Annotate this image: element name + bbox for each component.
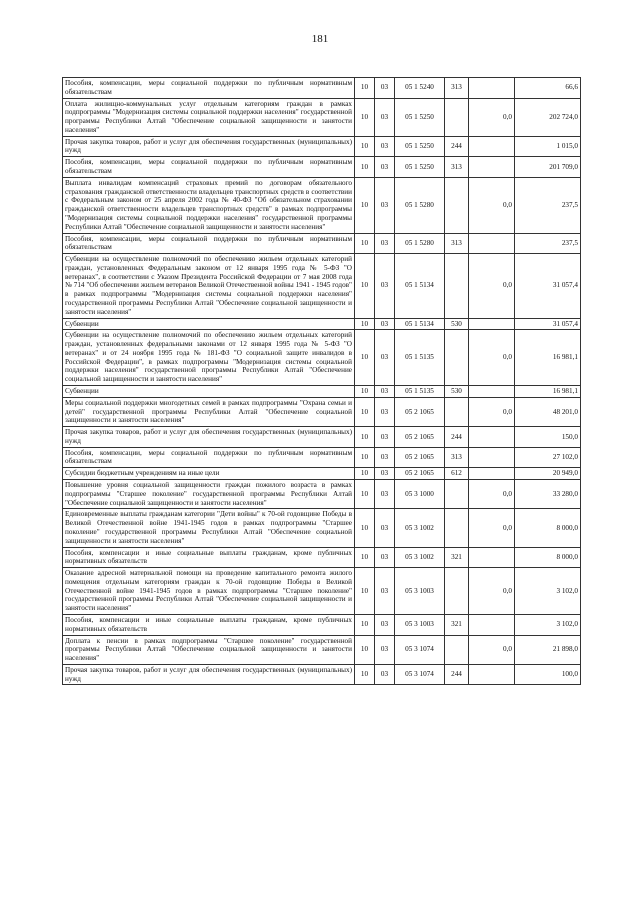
section-code: 10 [355, 177, 375, 233]
section-code: 10 [355, 468, 375, 480]
intermediate-sum [469, 427, 515, 448]
section-code: 10 [355, 664, 375, 685]
subsection-code: 03 [375, 468, 395, 480]
amount: 31 057,4 [515, 254, 581, 318]
section-code: 10 [355, 547, 375, 568]
target-article-code: 05 3 1002 [395, 547, 445, 568]
table-row [63, 136, 581, 157]
table-row [63, 254, 581, 318]
subsection-code: 03 [375, 233, 395, 254]
table-row [63, 98, 581, 136]
subsection-code: 03 [375, 136, 395, 157]
table-row [63, 427, 581, 448]
row-description: Пособия, компенсации, меры социальной поддержки по публичным нормативным обязательствам [63, 233, 355, 254]
row-description: Субвенции [63, 386, 355, 398]
target-article-code: 05 1 5250 [395, 157, 445, 178]
amount: 3 102,0 [515, 614, 581, 635]
row-description: Прочая закупка товаров, работ и услуг для обеспечения государственных (муниципальных) нужд [63, 136, 355, 157]
table-row [63, 664, 581, 685]
row-description: Субвенции на осуществление полномочий по обеспечению жильем отдельных категорий граждан, установленных федеральными законами от 12 января 1995 года № 5-ФЗ "О ветеранах" и от 24 ноября 1995 года № 181-ФЗ "О социальной защите инвалидов в Российской Федерации", в рамках подпрограммы "Модернизация системы социальной поддержки населения" государственной программы Республики Алтай "Обеспечение социальной защищенности и занятости населения" [63, 330, 355, 386]
table-row [63, 447, 581, 468]
intermediate-sum [469, 447, 515, 468]
expense-type-code [445, 397, 469, 426]
expense-type-code [445, 177, 469, 233]
amount: 3 102,0 [515, 568, 581, 615]
target-article-code: 05 1 5135 [395, 386, 445, 398]
target-article-code: 05 3 1003 [395, 614, 445, 635]
amount: 237,5 [515, 233, 581, 254]
subsection-code: 03 [375, 427, 395, 448]
expense-type-code [445, 330, 469, 386]
section-code: 10 [355, 386, 375, 398]
section-code: 10 [355, 614, 375, 635]
amount: 16 981,1 [515, 386, 581, 398]
expense-type-code: 313 [445, 78, 469, 99]
intermediate-sum [469, 136, 515, 157]
row-description: Меры социальной поддержки многодетных семей в рамках подпрограммы "Охрана семьи и детей" государственной программы Республики Алтай "Обеспечение социальной защищенности и занятости населения" [63, 397, 355, 426]
target-article-code: 05 1 5135 [395, 330, 445, 386]
page-number: 181 [311, 33, 329, 45]
intermediate-sum: 0,0 [469, 397, 515, 426]
intermediate-sum: 0,0 [469, 254, 515, 318]
target-article-code: 05 1 5280 [395, 233, 445, 254]
target-article-code: 05 1 5250 [395, 98, 445, 136]
target-article-code: 05 3 1000 [395, 480, 445, 509]
subsection-code: 03 [375, 635, 395, 664]
table-row [63, 78, 581, 99]
section-code: 10 [355, 635, 375, 664]
intermediate-sum [469, 233, 515, 254]
expense-type-code [445, 635, 469, 664]
target-article-code: 05 1 5240 [395, 78, 445, 99]
amount: 16 981,1 [515, 330, 581, 386]
intermediate-sum [469, 547, 515, 568]
table-row [63, 468, 581, 480]
amount: 100,0 [515, 664, 581, 685]
section-code: 10 [355, 136, 375, 157]
target-article-code: 05 3 1003 [395, 568, 445, 615]
expense-type-code [445, 98, 469, 136]
target-article-code: 05 2 1065 [395, 427, 445, 448]
intermediate-sum [469, 614, 515, 635]
target-article-code: 05 2 1065 [395, 447, 445, 468]
amount: 201 709,0 [515, 157, 581, 178]
intermediate-sum: 0,0 [469, 635, 515, 664]
amount: 27 102,0 [515, 447, 581, 468]
subsection-code: 03 [375, 98, 395, 136]
section-code: 10 [355, 397, 375, 426]
expense-type-code: 313 [445, 447, 469, 468]
target-article-code: 05 1 5134 [395, 254, 445, 318]
section-code: 10 [355, 78, 375, 99]
section-code: 10 [355, 330, 375, 386]
expense-type-code [445, 480, 469, 509]
expense-type-code [445, 254, 469, 318]
subsection-code: 03 [375, 547, 395, 568]
amount: 20 949,0 [515, 468, 581, 480]
row-description: Пособия, компенсации, меры социальной поддержки по публичным нормативным обязательствам [63, 157, 355, 178]
section-code: 10 [355, 509, 375, 547]
expense-type-code: 530 [445, 318, 469, 330]
expense-type-code: 313 [445, 233, 469, 254]
subsection-code: 03 [375, 664, 395, 685]
expense-type-code: 244 [445, 664, 469, 685]
row-description: Оказание адресной материальной помощи на проведение капитального ремонта жилого помещения отдельным категориям граждан к 70-ой годовщине Победы в Великой Отечественной войне 1941-1945 годов в рамках подпрограммы "Старшее поколение" государственной программы Республики Алтай "Обеспечение социальной защищенности и занятости населения" [63, 568, 355, 615]
table-row [63, 509, 581, 547]
budget-table-body [63, 78, 581, 685]
budget-table [62, 77, 581, 685]
section-code: 10 [355, 568, 375, 615]
table-row [63, 318, 581, 330]
table-row [63, 547, 581, 568]
intermediate-sum [469, 78, 515, 99]
amount: 33 280,0 [515, 480, 581, 509]
section-code: 10 [355, 157, 375, 178]
intermediate-sum: 0,0 [469, 480, 515, 509]
expense-type-code: 244 [445, 136, 469, 157]
subsection-code: 03 [375, 568, 395, 615]
expense-type-code [445, 509, 469, 547]
subsection-code: 03 [375, 177, 395, 233]
expense-type-code: 321 [445, 547, 469, 568]
row-description: Субвенции [63, 318, 355, 330]
row-description: Субвенции на осуществление полномочий по обеспечению жильем отдельных категорий граждан, установленных Федеральным законом от 12 января 1995 года № 5-ФЗ "О ветеранах", в соответствии с Указом Президента Российской Федерации от 7 мая 2008 года № 714 "Об обеспечении жильем ветеранов Великой Отечественной войны 1941 - 1945 годов" в рамках подпрограммы "Модернизация системы социальной поддержки населения" государственной программы Республики Алтай "Обеспечение социальной защищенности и занятости населения" [63, 254, 355, 318]
amount: 237,5 [515, 177, 581, 233]
expense-type-code: 313 [445, 157, 469, 178]
row-description: Единовременные выплаты гражданам категории "Дети войны" к 70-ой годовщине Победы в Великой Отечественной войне 1941-1945 годов в рамках подпрограммы "Старшее поколение" государственной программы Республики Алтай "Обеспечение социальной защищенности и занятости населения" [63, 509, 355, 547]
target-article-code: 05 3 1074 [395, 664, 445, 685]
row-description: Оплата жилищно-коммунальных услуг отдельным категориям граждан в рамках подпрограммы "Модернизация системы социальной поддержки населения" государственной программы Республики Алтай "Обеспечение социальной защищенности и занятости населения" [63, 98, 355, 136]
row-description: Доплата к пенсии в рамках подпрограммы "Старшее поколение" государственной программы Республики Алтай "Обеспечение социальной защищенности и занятости населения" [63, 635, 355, 664]
amount: 66,6 [515, 78, 581, 99]
intermediate-sum [469, 664, 515, 685]
subsection-code: 03 [375, 157, 395, 178]
subsection-code: 03 [375, 318, 395, 330]
section-code: 10 [355, 480, 375, 509]
intermediate-sum: 0,0 [469, 177, 515, 233]
row-description: Пособия, компенсации, меры социальной поддержки по публичным нормативным обязательствам [63, 447, 355, 468]
row-description: Субсидии бюджетным учреждениям на иные цели [63, 468, 355, 480]
target-article-code: 05 2 1065 [395, 397, 445, 426]
row-description: Пособия, компенсации, меры социальной поддержки по публичным нормативным обязательствам [63, 78, 355, 99]
table-row [63, 568, 581, 615]
section-code: 10 [355, 254, 375, 318]
expense-type-code: 321 [445, 614, 469, 635]
subsection-code: 03 [375, 614, 395, 635]
intermediate-sum [469, 468, 515, 480]
intermediate-sum: 0,0 [469, 509, 515, 547]
expense-type-code: 530 [445, 386, 469, 398]
section-code: 10 [355, 233, 375, 254]
table-row [63, 330, 581, 386]
expense-type-code: 244 [445, 427, 469, 448]
row-description: Выплата инвалидам компенсаций страховых премий по договорам обязательного страхования гражданской ответственности владельцев транспортных средств в соответствии с Федеральным законом от 25 апреля 2002 года № 40-ФЗ "Об обязательном страховании гражданской ответственности владельцев транспортных средств" в рамках подпрограммы "Модернизация системы социальной поддержки населения" государственной программы Республики Алтай "Обеспечение социальной защищенности и занятости населения" [63, 177, 355, 233]
target-article-code: 05 1 5280 [395, 177, 445, 233]
expense-type-code: 612 [445, 468, 469, 480]
subsection-code: 03 [375, 254, 395, 318]
target-article-code: 05 1 5134 [395, 318, 445, 330]
intermediate-sum [469, 157, 515, 178]
section-code: 10 [355, 427, 375, 448]
table-row [63, 480, 581, 509]
table-row [63, 386, 581, 398]
intermediate-sum: 0,0 [469, 98, 515, 136]
amount: 1 015,0 [515, 136, 581, 157]
amount: 48 201,0 [515, 397, 581, 426]
table-row [63, 233, 581, 254]
table-row [63, 177, 581, 233]
target-article-code: 05 1 5250 [395, 136, 445, 157]
intermediate-sum [469, 386, 515, 398]
amount: 150,0 [515, 427, 581, 448]
row-description: Пособия, компенсации и иные социальные выплаты гражданам, кроме публичных нормативных обязательств [63, 547, 355, 568]
row-description: Прочая закупка товаров, работ и услуг для обеспечения государственных (муниципальных) нужд [63, 427, 355, 448]
subsection-code: 03 [375, 78, 395, 99]
subsection-code: 03 [375, 509, 395, 547]
amount: 202 724,0 [515, 98, 581, 136]
subsection-code: 03 [375, 397, 395, 426]
target-article-code: 05 3 1002 [395, 509, 445, 547]
row-description: Пособия, компенсации и иные социальные выплаты гражданам, кроме публичных нормативных обязательств [63, 614, 355, 635]
amount: 21 898,0 [515, 635, 581, 664]
subsection-code: 03 [375, 386, 395, 398]
target-article-code: 05 3 1074 [395, 635, 445, 664]
table-row [63, 397, 581, 426]
section-code: 10 [355, 447, 375, 468]
table-row [63, 635, 581, 664]
section-code: 10 [355, 98, 375, 136]
intermediate-sum: 0,0 [469, 568, 515, 615]
row-description: Прочая закупка товаров, работ и услуг для обеспечения государственных (муниципальных) нужд [63, 664, 355, 685]
target-article-code: 05 2 1065 [395, 468, 445, 480]
expense-type-code [445, 568, 469, 615]
amount: 31 057,4 [515, 318, 581, 330]
intermediate-sum: 0,0 [469, 330, 515, 386]
amount: 8 000,0 [515, 547, 581, 568]
table-row [63, 157, 581, 178]
subsection-code: 03 [375, 480, 395, 509]
subsection-code: 03 [375, 447, 395, 468]
section-code: 10 [355, 318, 375, 330]
intermediate-sum [469, 318, 515, 330]
table-row [63, 614, 581, 635]
row-description: Повышение уровня социальной защищенности граждан пожилого возраста в рамках подпрограммы "Старшее поколение" государственной программы Республики Алтай "Обеспечение социальной защищенности и занятости населения" [63, 480, 355, 509]
subsection-code: 03 [375, 330, 395, 386]
amount: 8 000,0 [515, 509, 581, 547]
